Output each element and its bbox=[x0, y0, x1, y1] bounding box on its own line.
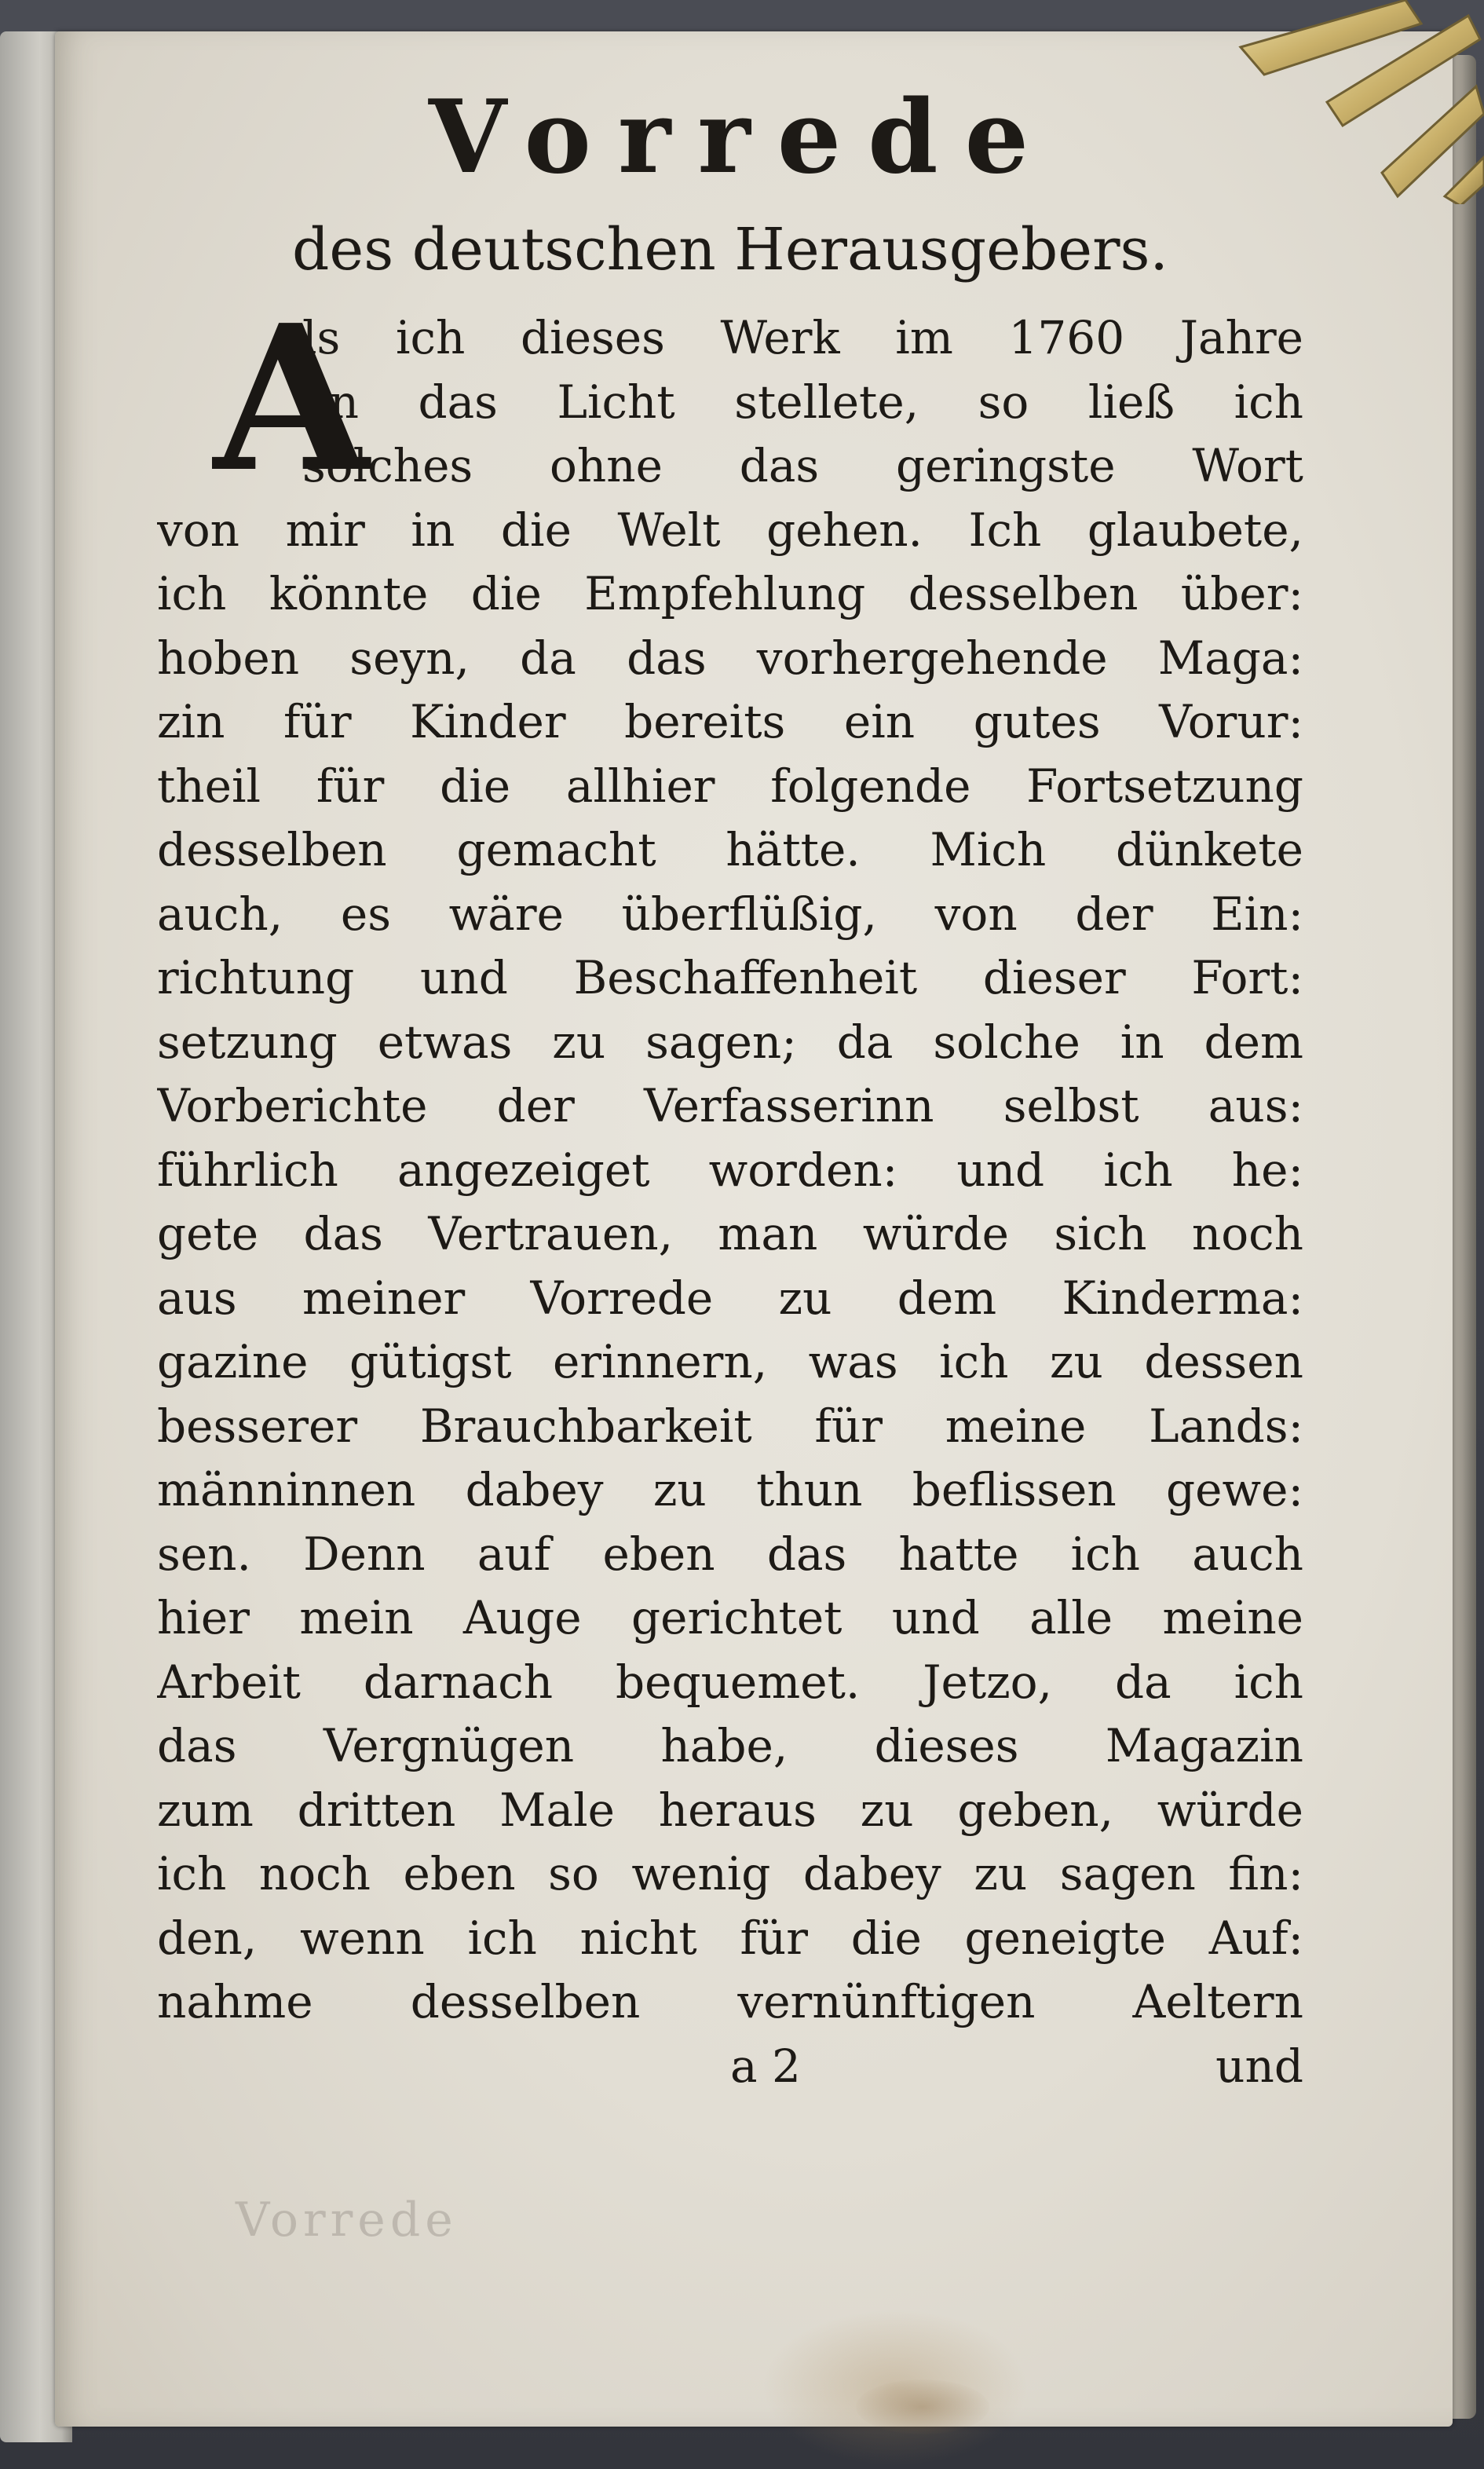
bleed-through-text: Vorrede bbox=[236, 2193, 458, 2248]
catchword: und bbox=[1215, 2039, 1303, 2093]
text-line: das Vergnügen habe, dieses Magazin bbox=[157, 1719, 1303, 1772]
text-line: führlich angezeiget worden: und ich he: bbox=[157, 1143, 1303, 1197]
text-line: solches ohne das geringste Wort bbox=[302, 439, 1303, 492]
text-line: hoben seyn, da das vorhergehende Maga: bbox=[157, 631, 1303, 685]
text-line: zum dritten Male heraus zu geben, würde bbox=[157, 1783, 1303, 1837]
text-line: theil für die allhier folgende Fortsetzung bbox=[157, 759, 1303, 813]
edge-stain bbox=[856, 2379, 989, 2434]
text-line: desselben gemacht hätte. Mich dünkete bbox=[157, 823, 1303, 876]
body-text bbox=[157, 282, 1303, 2035]
text-line: besserer Brauchbarkeit für meine Lands: bbox=[157, 1399, 1303, 1453]
text-line: gete das Vertrauen, man würde sich noch bbox=[157, 1207, 1303, 1260]
page-subtitle: des deutschen Herausgebers. bbox=[292, 216, 1168, 283]
text-line: ich noch eben so wenig dabey zu sagen fin: bbox=[157, 1847, 1303, 1900]
text-line: ls ich dieses Werk im 1760 Jahre bbox=[302, 311, 1303, 364]
text-line: gazine gütigst erinnern, was ich zu dessen bbox=[157, 1335, 1303, 1388]
drop-cap-initial: A bbox=[214, 282, 369, 517]
text-line: nahme desselben vernünftigen Aeltern bbox=[157, 1975, 1303, 2028]
text-line: sen. Denn auf eben das hatte ich auch bbox=[157, 1527, 1303, 1581]
text-line: Vorberichte der Verfasserinn selbst aus: bbox=[157, 1079, 1303, 1132]
page-text bbox=[157, 79, 1303, 2104]
text-line: setzung etwas zu sagen; da solche in dem bbox=[157, 1015, 1303, 1069]
text-line: zin für Kinder bereits ein gutes Vorur: bbox=[157, 695, 1303, 748]
text-line: aus meiner Vorrede zu dem Kinderma: bbox=[157, 1271, 1303, 1325]
text-line: den, wenn ich nicht für die geneigte Auf: bbox=[157, 1911, 1303, 1965]
text-line: von mir in die Welt gehen. Ich glaubete, bbox=[157, 503, 1303, 557]
text-line: männinnen dabey zu thun beflissen gewe: bbox=[157, 1463, 1303, 1516]
text-line: an das Licht stellete, so ließ ich bbox=[302, 375, 1303, 429]
text-line: Arbeit darnach bequemet. Jetzo, da ich bbox=[157, 1655, 1303, 1709]
text-line: ich könnte die Empfehlung desselben über: bbox=[157, 567, 1303, 620]
text-line: auch, es wäre überflüßig, von der Ein: bbox=[157, 887, 1303, 941]
text-line: richtung und Beschaffenheit dieser Fort: bbox=[157, 951, 1303, 1004]
signature-mark: a 2 bbox=[730, 2039, 801, 2093]
text-line: hier mein Auge gerichtet und alle meine bbox=[157, 1591, 1303, 1644]
page-footer bbox=[157, 2039, 1303, 2104]
page-title: Vorrede bbox=[428, 79, 1056, 196]
water-stain bbox=[762, 2309, 1029, 2466]
